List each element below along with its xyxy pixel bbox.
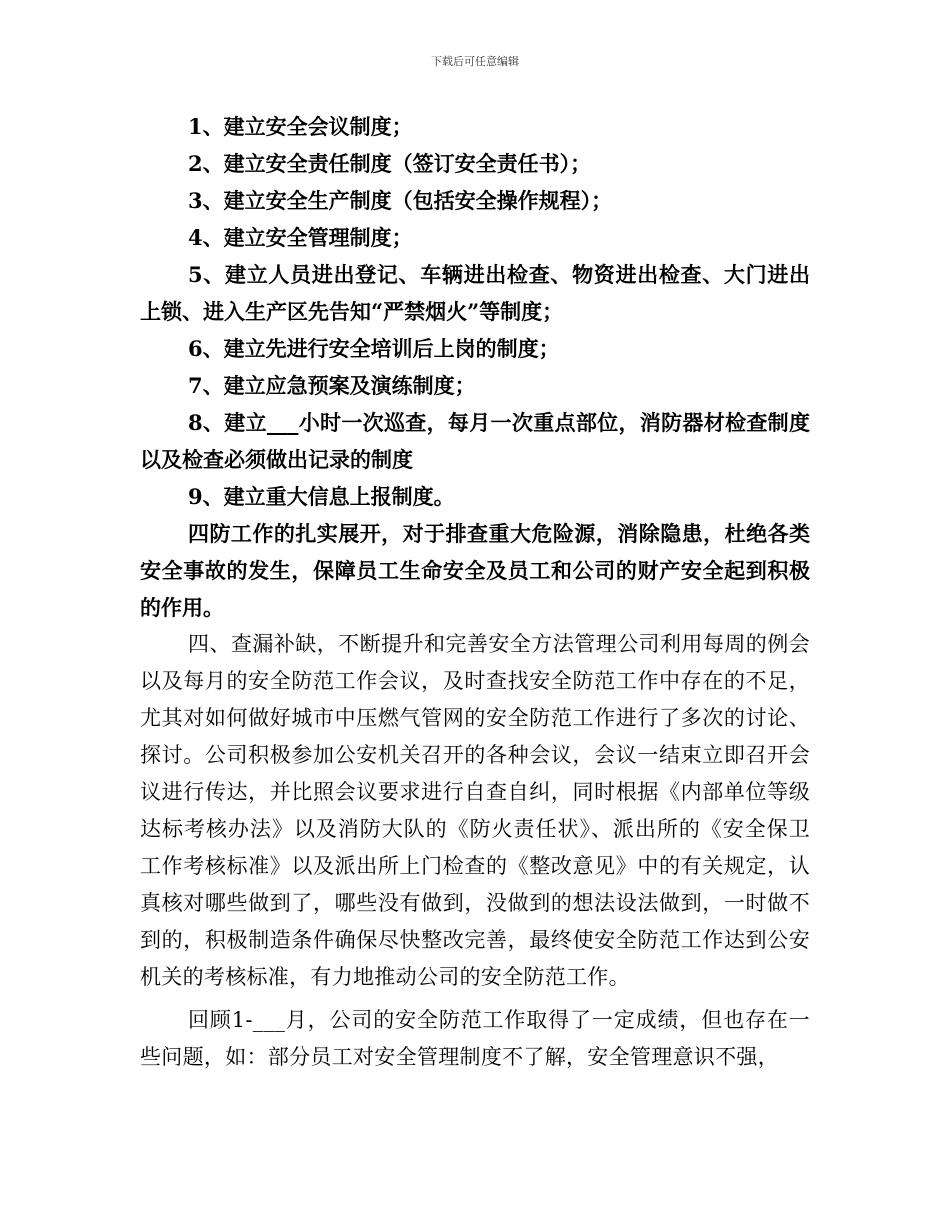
section-four-paragraph: 四、查漏补缺，不断提升和完善安全方法管理公司利用每周的例会以及每月的安全防范工作会议，及时查找安全防范工作中存在的不足，尤其对如何做好城市中压燃气管网的安全防范工作进行了多次的讨论、探讨。公司积极参加公安机关召开的各种会议，会议一结束立即召开会议进行传达，并比照会议要求进行自查自纠，同时根据《内部单位等级达标考核办法》以及消防大队的《防火责任状》、派出所的《安全保卫工作考核标准》以及派出所上门检查的《整改意见》中的有关规定，认真核对哪些做到了，哪些没有做到，没做到的想法设法做到，一时做不到的，积极制造条件确保尽快整改完善，最终使安全防范工作达到公安机关的考核标准，有力地推动公司的安全防范工作。 (140, 632, 810, 989)
list-item: 6、建立先进行安全培训后上岗的制度； (188, 336, 560, 361)
list-item: 8、建立___小时一次巡查，每月一次重点部位，消防器材检查制度以及检查必须做出记录的制度 (140, 410, 810, 472)
list-item: 1、建立安全会议制度； (188, 114, 413, 139)
list-item: 4、建立安全管理制度； (188, 225, 413, 250)
list-item: 2、建立安全责任制度（签订安全责任书）； (188, 151, 592, 176)
list-item: 3、建立安全生产制度（包括安全操作规程）； (188, 188, 613, 213)
list-item: 7、建立应急预案及演练制度； (188, 373, 476, 398)
list-item: 5、建立人员进出登记、车辆进出检查、物资进出检查、大门进出上锁、进入生产区先告知“严禁烟火”等制度； (140, 262, 810, 324)
list-item: 9、建立重大信息上报制度。 (188, 484, 455, 509)
summary-paragraph: 四防工作的扎实展开，对于排查重大危险源，消除隐患，杜绝各类安全事故的发生，保障员工生命安全及员工和公司的财产安全起到积极的作用。 (140, 521, 810, 620)
document-body (140, 108, 810, 1076)
review-paragraph: 回顾1-___月，公司的安全防范工作取得了一定成绩，但也存在一些问题，如：部分员工对安全管理制度不了解，安全管理意识不强， (140, 1008, 810, 1069)
page-header-note: 下载后可任意编辑 (431, 55, 519, 68)
